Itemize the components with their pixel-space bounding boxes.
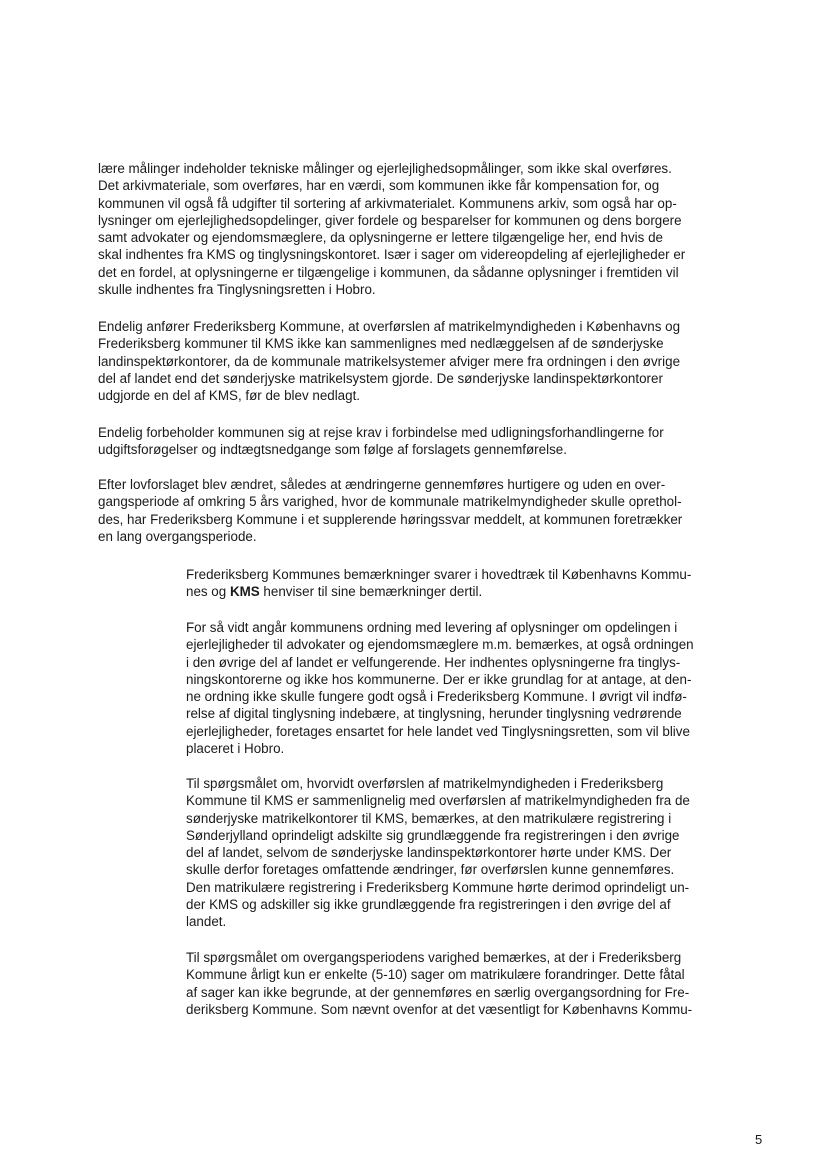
text-line: skal indhentes fra KMS og tinglysningskontoret. Især i sager om videreopdeling af ejerlejligheder er — [98, 247, 686, 263]
text-line: skulle indhentes fra Tinglysningsretten i Hobro. — [98, 282, 376, 298]
response-ordning — [186, 619, 694, 757]
text-line: der KMS og adskiller sig ikke grundlæggende fra registreringen i den øvrige del af — [186, 897, 671, 913]
text-line: Endelig forbeholder kommunen sig at rejse krav i forbindelse med udligningsforhandlingerne for — [98, 425, 664, 440]
response-overforsel — [186, 775, 690, 931]
text-line: deriksberg Kommune. Som nævnt ovenfor at det væsentligt for Københavns Kommu- — [186, 1001, 693, 1017]
text-line: Til spørgsmålet om, hvorvidt overførslen af matrikelmyndigheden i Frederiksberg — [186, 776, 664, 791]
text-line: del af landet end det sønderjyske matrikelsystem gjorde. De sønderjyske landinspektørkontorer — [98, 370, 663, 386]
response-bemaerkninger — [186, 566, 691, 601]
text-line: Kommune årligt kun er enkelte (5-10) sager om matrikulære forandringer. Dette fåtal — [186, 967, 685, 983]
text-line: af sager kan ikke begrunde, at der gennemføres en særlig overgangsordning for Fre- — [186, 984, 690, 1000]
paragraph-anforer — [98, 318, 680, 404]
text-fragment: nes og — [186, 584, 230, 600]
text-line: gangsperiode af omkring 5 års varighed, hvor de kommunale matrikelmyndigheder skulle oprethol- — [98, 494, 682, 510]
text-line: ejerlejligheder, foretages ensartet for hele landet ved Tinglysningsretten, som vil blive — [186, 723, 690, 739]
text-line: Endelig anfører Frederiksberg Kommune, at overførslen af matrikelmyndigheden i Københavns og — [98, 319, 681, 334]
text-fragment: henviser til sine bemærkninger dertil. — [259, 584, 483, 600]
text-line: lysninger om ejerlejlighedsopdelinger, giver fordele og besparelser for kommunen og dens borgere — [98, 212, 682, 228]
text-line: det en fordel, at oplysningerne er tilgængelige i kommunen, da sådanne oplysninger i fremtiden vil — [98, 264, 679, 280]
text-line: skulle derfor foretages omfattende ændringer, før overførslen kunne gennemføres. — [186, 862, 675, 878]
page-number: 5 — [755, 1132, 763, 1147]
text-line: Frederiksberg Kommunes bemærkninger svarer i hovedtræk til Københavns Kommu- — [186, 567, 692, 582]
text-line — [186, 583, 691, 600]
text-line: i den øvrige del af landet er velfungerende. Her indhentes oplysningerne fra tinglys- — [186, 654, 681, 670]
text-line: Til spørgsmålet om overgangsperiodens varighed bemærkes, at der i Frederiksberg — [186, 950, 682, 965]
text-line: ne ordning ikke skulle fungere godt også i Frederiksberg Kommune. I øvrigt vil indfø- — [186, 689, 687, 705]
text-line: kommunen vil også få udgifter til sortering af arkivmaterialet. Kommunens arkiv, som også har op- — [98, 195, 677, 211]
response-varighed — [186, 949, 692, 1018]
paragraph-lovforslag — [98, 476, 682, 545]
text-line: placeret i Hobro. — [186, 741, 285, 757]
text-line: udgjorde en del af KMS, før de blev nedlagt. — [98, 388, 361, 404]
text-line: udgiftsforøgelser og indtægtsnedgange som følge af forslagets gennemførelse. — [98, 442, 567, 458]
text-line: Frederiksberg kommuner til KMS ikke kan sammenlignes med nedlæggelsen af de sønderjyske — [98, 336, 664, 352]
text-line: relse af digital tinglysning indebære, at tinglysning, herunder tinglysning vedrørende — [186, 706, 682, 722]
text-line: Efter lovforslaget blev ændret, således at ændringerne gennemføres hurtigere og uden en over- — [98, 477, 666, 492]
text-line: del af landet, selvom de sønderjyske landinspektørkontorer hørte under KMS. Der — [186, 845, 672, 861]
text-line: ningskontorerne og ikke hos kommunerne. Der er ikke grundlag for at antage, at den- — [186, 671, 692, 687]
kms-bold-text: KMS — [229, 584, 260, 600]
text-line: ejerlejligheder til advokater og ejendomsmæglere m.m. bemærkes, at også ordningen — [186, 637, 694, 653]
text-line: Sønderjylland oprindeligt adskilte sig grundlæggende fra registreringen i den øvrige — [186, 827, 680, 843]
text-line: Det arkivmateriale, som overføres, har en værdi, som kommunen ikke får kompensation for, og — [98, 178, 660, 194]
text-line: Kommune til KMS er sammenlignelig med overførslen af matrikelmyndigheden fra de — [186, 793, 690, 809]
text-line: samt advokater og ejendomsmæglere, da oplysningerne er lettere tilgængelige her, end hvis de — [98, 230, 663, 246]
paragraph-forbeholder — [98, 424, 664, 459]
paragraph-arkiv — [98, 160, 685, 298]
text-line: lære målinger indeholder tekniske målinger og ejerlejlighedsopmålinger, som ikke skal overføres. — [98, 161, 672, 176]
text-line: landinspektørkontorer, da de kommunale matrikelsystemer afviger mere fra ordningen i den øvrige — [98, 353, 681, 369]
text-line: sønderjyske matrikelkontorer til KMS, bemærkes, at den matrikulære registrering i — [186, 810, 672, 826]
text-line: en lang overgangsperiode. — [98, 528, 257, 544]
text-line: des, har Frederiksberg Kommune i et supplerende høringssvar meddelt, at kommunen foretrækker — [98, 511, 683, 527]
text-line: For så vidt angår kommunens ordning med levering af oplysninger om opdelingen i — [186, 620, 678, 635]
text-line: landet. — [186, 914, 227, 930]
text-line: Den matrikulære registrering i Frederiksberg Kommune hørte derimod oprindeligt un- — [186, 879, 690, 895]
